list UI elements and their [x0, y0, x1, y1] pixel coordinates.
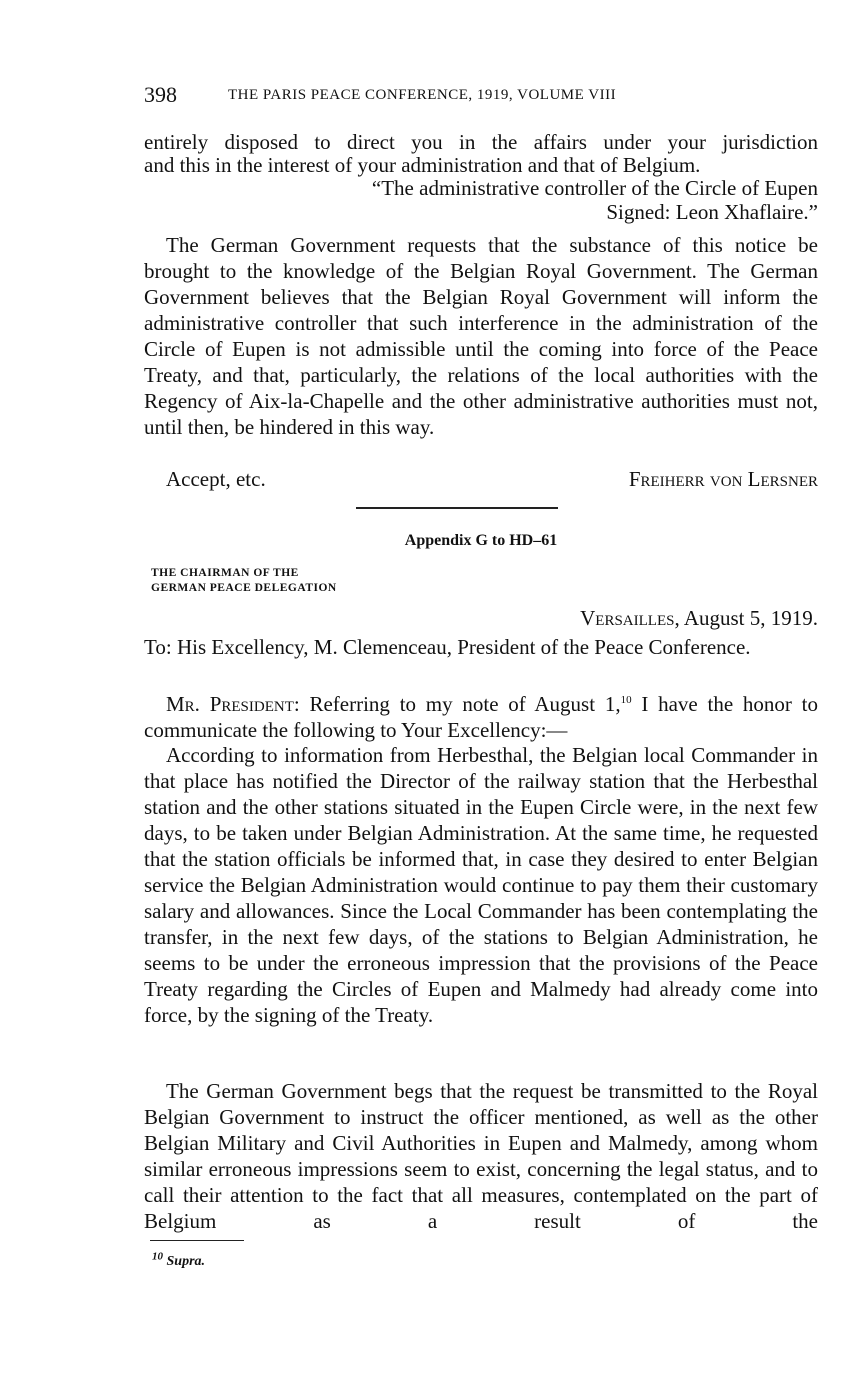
body-paragraph-2: The German Government begs that the request be transmitted to the Royal Belgian Government to instruct the officer mentioned, as well as the other Belgian Military and Civil Authorities in Eupen and Malmedy, among whom similar erroneous impressions seem to exist, concerning the legal status, and to call their attention to the fact that all measures, contemplated on the part of Belgium as a result of the [144, 1079, 818, 1233]
running-head: THE PARIS PEACE CONFERENCE, 1919, VOLUME VIII [228, 87, 617, 103]
dateline-date: August 5, 1919. [683, 606, 818, 630]
sender-heading [151, 566, 337, 596]
closing-line [144, 466, 818, 492]
continuation-line-2: and this in the interest of your administration and that of Belgium. [144, 153, 701, 177]
to-text: His Excellency, M. Clemenceau, President of the Peace Conference. [176, 635, 751, 659]
footnote-rule [150, 1240, 244, 1241]
sender-line-1: THE CHAIRMAN OF THE [151, 567, 299, 579]
intro-text-a: Referring to my note of August 1, [309, 692, 621, 716]
footnote [152, 1250, 206, 1270]
page-header [144, 82, 818, 112]
to-label: To: [144, 635, 172, 659]
quote-signed-line: Signed: Leon Xhaflaire.” [606, 200, 818, 224]
section-divider [356, 507, 558, 509]
signature: Freiherr von Lersner [628, 467, 818, 491]
continuation-line-1: entirely disposed to direct you in the affairs under your jurisdiction [144, 130, 818, 154]
body-paragraph-1: According to information from Herbesthal, the Belgian local Commander in that place has notified the Director of the railway station that the Herbesthal station and the other stations situated in the Eupen Circle were, in the next few days, to be taken under Belgian Administration. At the same time, he requested that the station officials be informed that, in case they desired to enter Belgian service the Belgian Administration would continue to pay them their customary salary and allowances. Since the Local Commander has been contemplating the transfer, in the next few days, of the stations to Belgian Administration, he seems to be under the erroneous impression that the provisions of the Peace Treaty regarding the Circles of Eupen and Malmedy had already come into force, by the signing of the Treaty. [144, 743, 818, 1027]
footnote-text: Supra. [166, 1254, 206, 1269]
dateline-place: Versailles, [580, 606, 680, 630]
dateline [144, 605, 818, 631]
quote-line-1: “The administrative controller of the Circle of Eupen [371, 176, 818, 200]
accept-closing: Accept, etc. [166, 467, 266, 491]
addressee [144, 634, 818, 660]
page-number: 398 [144, 82, 177, 107]
request-paragraph: The German Government requests that the substance of this notice be brought to the knowledge of the Belgian Royal Government. The German Government believes that the Belgian Royal Government will inform the administrative controller that such interference in the administration of the Circle of Eupen is not admissible until the coming into force of the Peace Treaty, and that, particularly, the relations of the local authorities with the Regency of Aix-la-Chapelle and the other administrative authorities must not, until then, be hindered in this way. [144, 233, 818, 439]
sender-line-2: GERMAN PEACE DELEGATION [151, 582, 337, 594]
continuation-text [144, 130, 818, 224]
intro-text-b: I have the honor to communicate the following to Your Excellency:— [144, 692, 819, 742]
salutation: Mr. President: [166, 692, 300, 716]
appendix-title: Appendix G to HD–61 [404, 532, 558, 549]
footnote-number: 10 [152, 1250, 163, 1263]
footnote-reference: 10 [620, 694, 632, 706]
intro-paragraph [144, 691, 818, 743]
